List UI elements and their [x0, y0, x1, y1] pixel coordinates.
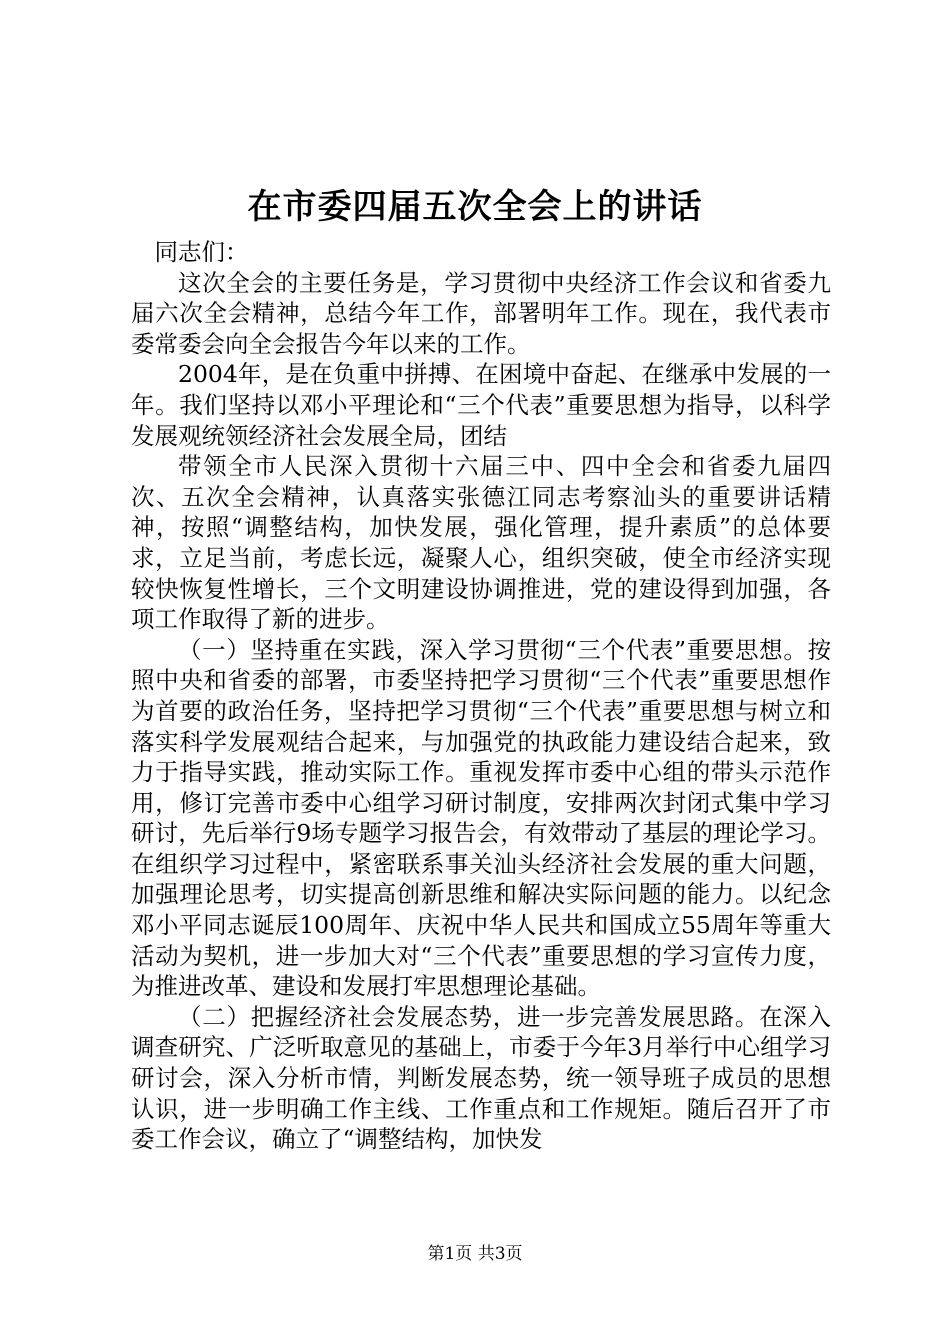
greeting-line: 同志们：: [154, 238, 249, 266]
page-number-footer: 第1页 共3页: [427, 1244, 523, 1264]
paragraph-2: 2004年，是在负重中拼搏、在困境中奋起、在继承中发展的一年。我们坚持以邓小平理论和“三个代表”重要思想为指导，以科学发展观统领经济社会发展全局，团结: [131, 360, 831, 450]
document-title: 在市委四届五次全会上的讲话: [247, 187, 703, 227]
paragraph-5: （二）把握经济社会发展态势，进一步完善发展思路。在深入调查研究、广泛听取意见的基础上，市委于今年3月举行中心组学习研讨会，深入分析市情，判断发展态势，统一领导班子成员的思想认识，进一步明确工作主线、工作重点和工作规矩。随后召开了市委工作会议，确立了“调整结构，加快发: [131, 1002, 831, 1154]
document-body: [131, 237, 831, 1155]
paragraph-3: 带领全市人民深入贯彻十六届三中、四中全会和省委九届四次、五次全会精神，认真落实张德江同志考察汕头的重要讲话精神，按照“调整结构，加快发展，强化管理，提升素质”的总体要求，立足当前，考虑长远，凝聚人心，组织突破，使全市经济实现较快恢复性增长，三个文明建设协调推进，党的建设得到加强，各项工作取得了新的进步。: [131, 452, 831, 634]
paragraph-1: 这次全会的主要任务是，学习贯彻中央经济工作会议和省委九届六次全会精神，总结今年工作，部署明年工作。现在，我代表市委常委会向全会报告今年以来的工作。: [131, 268, 831, 358]
paragraph-4: （一）坚持重在实践，深入学习贯彻“三个代表”重要思想。按照中央和省委的部署，市委坚持把学习贯彻“三个代表”重要思想作为首要的政治任务，坚持把学习贯彻“三个代表”重要思想与树立和落实科学发展观结合起来，与加强党的执政能力建设结合起来，致力于指导实践，推动实际工作。重视发挥市委中心组的带头示范作用，修订完善市委中心组学习研讨制度，安排两次封闭式集中学习研讨，先后举行9场专题学习报告会，有效带动了基层的理论学习。在组织学习过程中，紧密联系事关汕头经济社会发展的重大问题，加强理论思考，切实提高创新思维和解决实际问题的能力。以纪念邓小平同志诞辰100周年、庆祝中华人民共和国成立55周年等重大活动为契机，进一步加大对“三个代表”重要思想的学习宣传力度，为推进改革、建设和发展打牢思想理论基础。: [131, 635, 831, 1001]
